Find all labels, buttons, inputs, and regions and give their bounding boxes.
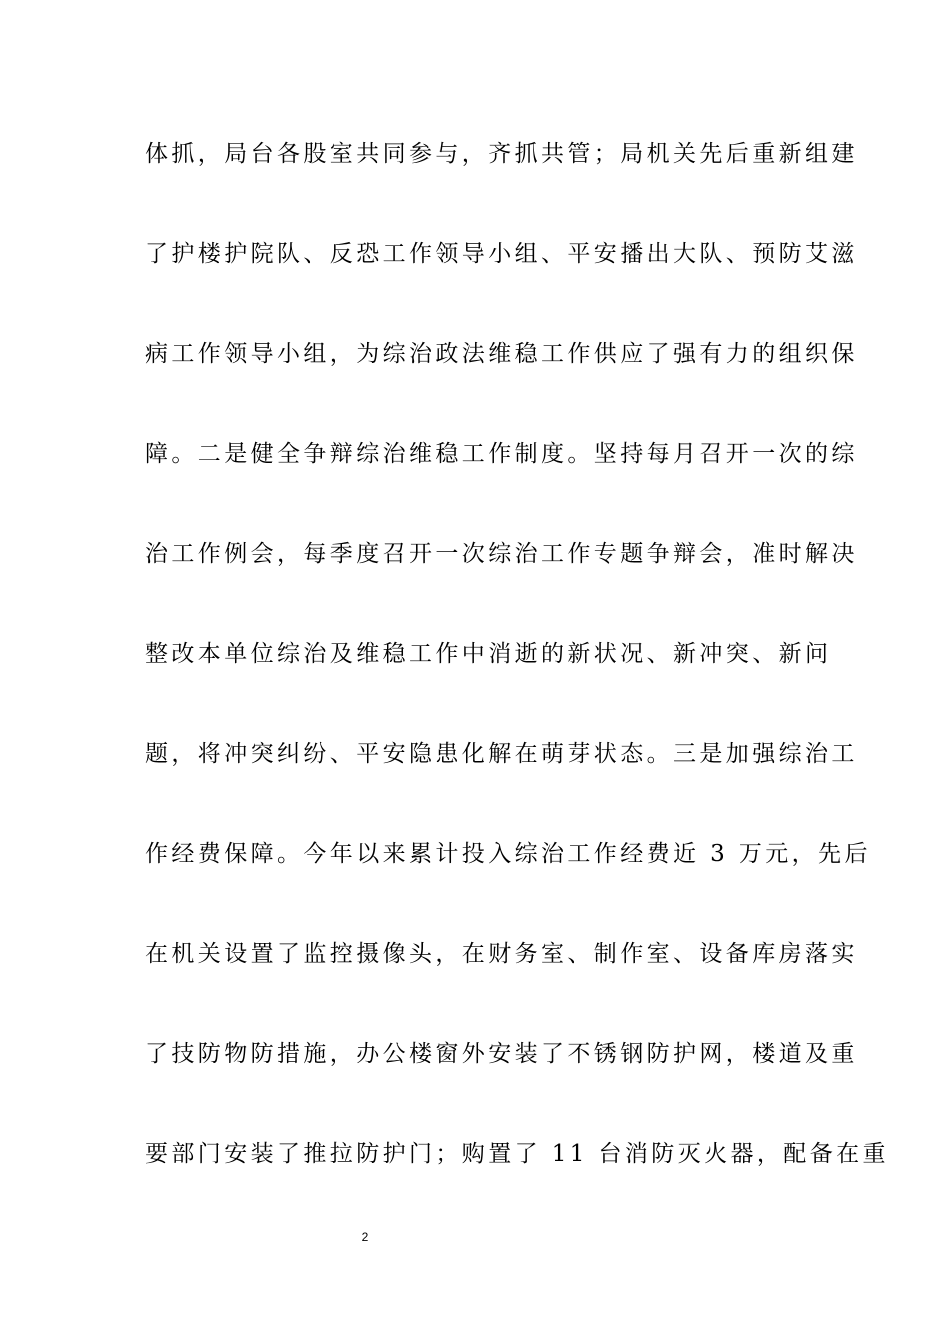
text-line: 整改本单位综治及维稳工作中消逝的新状况、新冲突、新问: [145, 641, 832, 667]
text-line: 了护楼护院队、反恐工作领导小组、平安播出大队、预防艾滋: [145, 241, 858, 267]
text-line: 障。二是健全争辩综治维稳工作制度。坚持每月召开一次的综: [145, 441, 858, 467]
text-line: 病工作领导小组，为综治政法维稳工作供应了强有力的组织保: [145, 341, 858, 367]
body-text: [145, 126, 889, 1226]
text-line: 治工作例会，每季度召开一次综治工作专题争辩会，准时解决: [145, 541, 858, 567]
text-line: 体抓，局台各股室共同参与，齐抓共管；局机关先后重新组建: [145, 141, 858, 167]
text-line: 作经费保障。今年以来累计投入综治工作经费近 3 万元，先后: [145, 841, 871, 867]
text-line: 要部门安装了推拉防护门；购置了 11 台消防灭火器，配备在重: [145, 1141, 889, 1167]
text-line: 在机关设置了监控摄像头，在财务室、制作室、设备库房落实: [145, 941, 858, 967]
text-line: 了技防物防措施，办公楼窗外安装了不锈钢防护网，楼道及重: [145, 1041, 858, 1067]
text-line: 题，将冲突纠纷、平安隐患化解在萌芽状态。三是加强综治工: [145, 741, 858, 767]
page-number: 2: [361, 1230, 369, 1244]
